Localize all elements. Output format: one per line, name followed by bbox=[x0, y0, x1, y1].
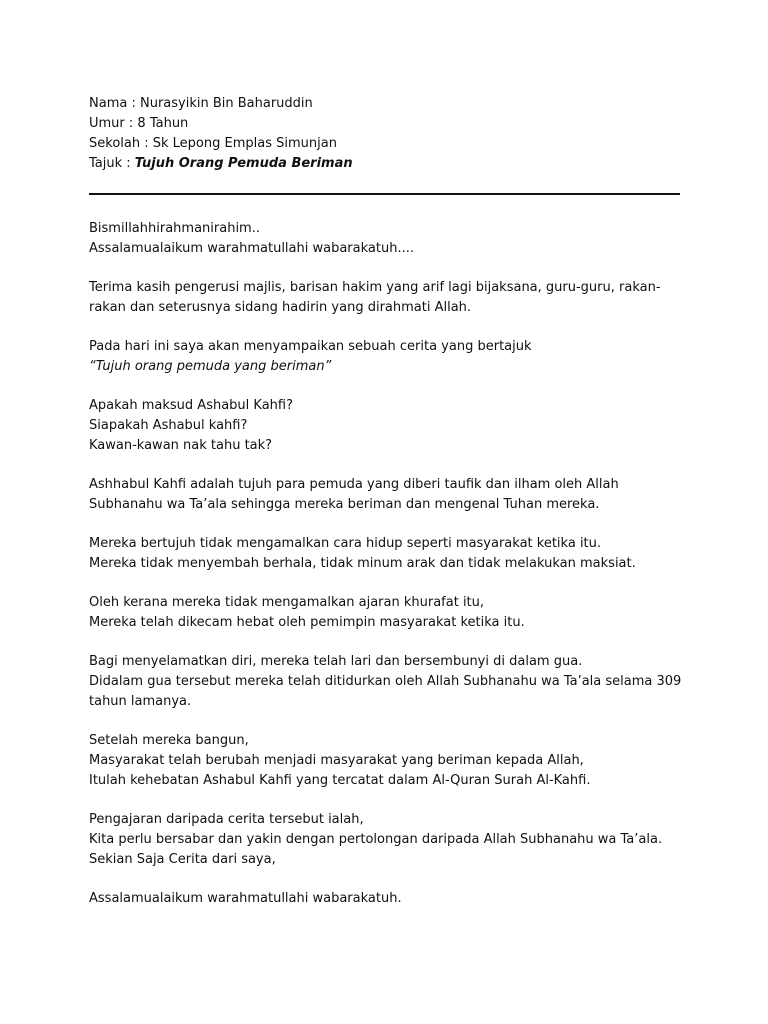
age-row bbox=[89, 114, 353, 134]
student-info bbox=[89, 94, 353, 174]
age-value: 8 Tahun bbox=[137, 116, 189, 131]
paragraph bbox=[89, 337, 689, 377]
text-line: Terima kasih pengerusi majlis, barisan hakim yang arif lagi bijaksana, guru-guru, rakan- bbox=[89, 280, 661, 295]
paragraph bbox=[89, 652, 689, 712]
text-line: Setelah mereka bangun, bbox=[89, 733, 249, 748]
school-row bbox=[89, 134, 353, 154]
name-label: Nama : bbox=[89, 96, 136, 111]
text-line: Assalamualaikum warahmatullahi wabarakatuh. bbox=[89, 891, 402, 906]
text-line: Itulah kehebatan Ashabul Kahfi yang tercatat dalam Al-Quran Surah Al-Kahfi. bbox=[89, 773, 591, 788]
text-line: Mereka tidak menyembah berhala, tidak minum arak dan tidak melakukan maksiat. bbox=[89, 556, 636, 571]
story-title-quote: “Tujuh orang pemuda yang beriman” bbox=[89, 359, 332, 374]
paragraph bbox=[89, 396, 689, 456]
horizontal-divider bbox=[89, 193, 680, 195]
text-line: Kita perlu bersabar dan yakin dengan pertolongan daripada Allah Subhanahu wa Ta’ala. bbox=[89, 832, 663, 847]
text-line: Kawan-kawan nak tahu tak? bbox=[89, 438, 273, 453]
text-line: Mereka bertujuh tidak mengamalkan cara hidup seperti masyarakat ketika itu. bbox=[89, 536, 602, 551]
paragraph bbox=[89, 475, 689, 515]
paragraph bbox=[89, 219, 689, 259]
title-row bbox=[89, 154, 353, 174]
text-line: Ashhabul Kahfi adalah tujuh para pemuda yang diberi taufik dan ilham oleh Allah bbox=[89, 477, 619, 492]
title-value: Tujuh Orang Pemuda Beriman bbox=[134, 156, 353, 171]
text-line: Didalam gua tersebut mereka telah ditidurkan oleh Allah Subhanahu wa Ta’ala selama 309 bbox=[89, 674, 682, 689]
name-row bbox=[89, 94, 353, 114]
text-line: Siapakah Ashabul kahfi? bbox=[89, 418, 248, 433]
text-line: Sekian Saja Cerita dari saya, bbox=[89, 852, 276, 867]
school-label: Sekolah : bbox=[89, 136, 149, 151]
text-line: Oleh kerana mereka tidak mengamalkan ajaran khurafat itu, bbox=[89, 595, 485, 610]
text-line: Masyarakat telah berubah menjadi masyarakat yang beriman kepada Allah, bbox=[89, 753, 584, 768]
text-line: tahun lamanya. bbox=[89, 694, 192, 709]
text-line: rakan dan seterusnya sidang hadirin yang dirahmati Allah. bbox=[89, 300, 472, 315]
text-line: Mereka telah dikecam hebat oleh pemimpin masyarakat ketika itu. bbox=[89, 615, 525, 630]
paragraph bbox=[89, 889, 689, 909]
paragraph bbox=[89, 810, 689, 870]
text-line: Subhanahu wa Ta’ala sehingga mereka beriman dan mengenal Tuhan mereka. bbox=[89, 497, 600, 512]
paragraph bbox=[89, 534, 689, 574]
text-line: Apakah maksud Ashabul Kahfi? bbox=[89, 398, 294, 413]
paragraph bbox=[89, 731, 689, 791]
paragraph bbox=[89, 278, 689, 318]
text-line: Bismillahhirahmanirahim.. bbox=[89, 221, 260, 236]
name-value: Nurasyikin Bin Baharuddin bbox=[139, 96, 313, 111]
text-line: Assalamualaikum warahmatullahi wabarakatuh.... bbox=[89, 241, 414, 256]
title-label: Tajuk : bbox=[89, 156, 131, 171]
text-line: Bagi menyelamatkan diri, mereka telah lari dan bersembunyi di dalam gua. bbox=[89, 654, 583, 669]
age-label: Umur : bbox=[89, 116, 134, 131]
paragraph bbox=[89, 593, 689, 633]
speech-body bbox=[89, 219, 689, 928]
school-value: Sk Lepong Emplas Simunjan bbox=[152, 136, 337, 151]
text-line: Pada hari ini saya akan menyampaikan sebuah cerita yang bertajuk bbox=[89, 339, 532, 354]
text-line: Pengajaran daripada cerita tersebut ialah, bbox=[89, 812, 364, 827]
